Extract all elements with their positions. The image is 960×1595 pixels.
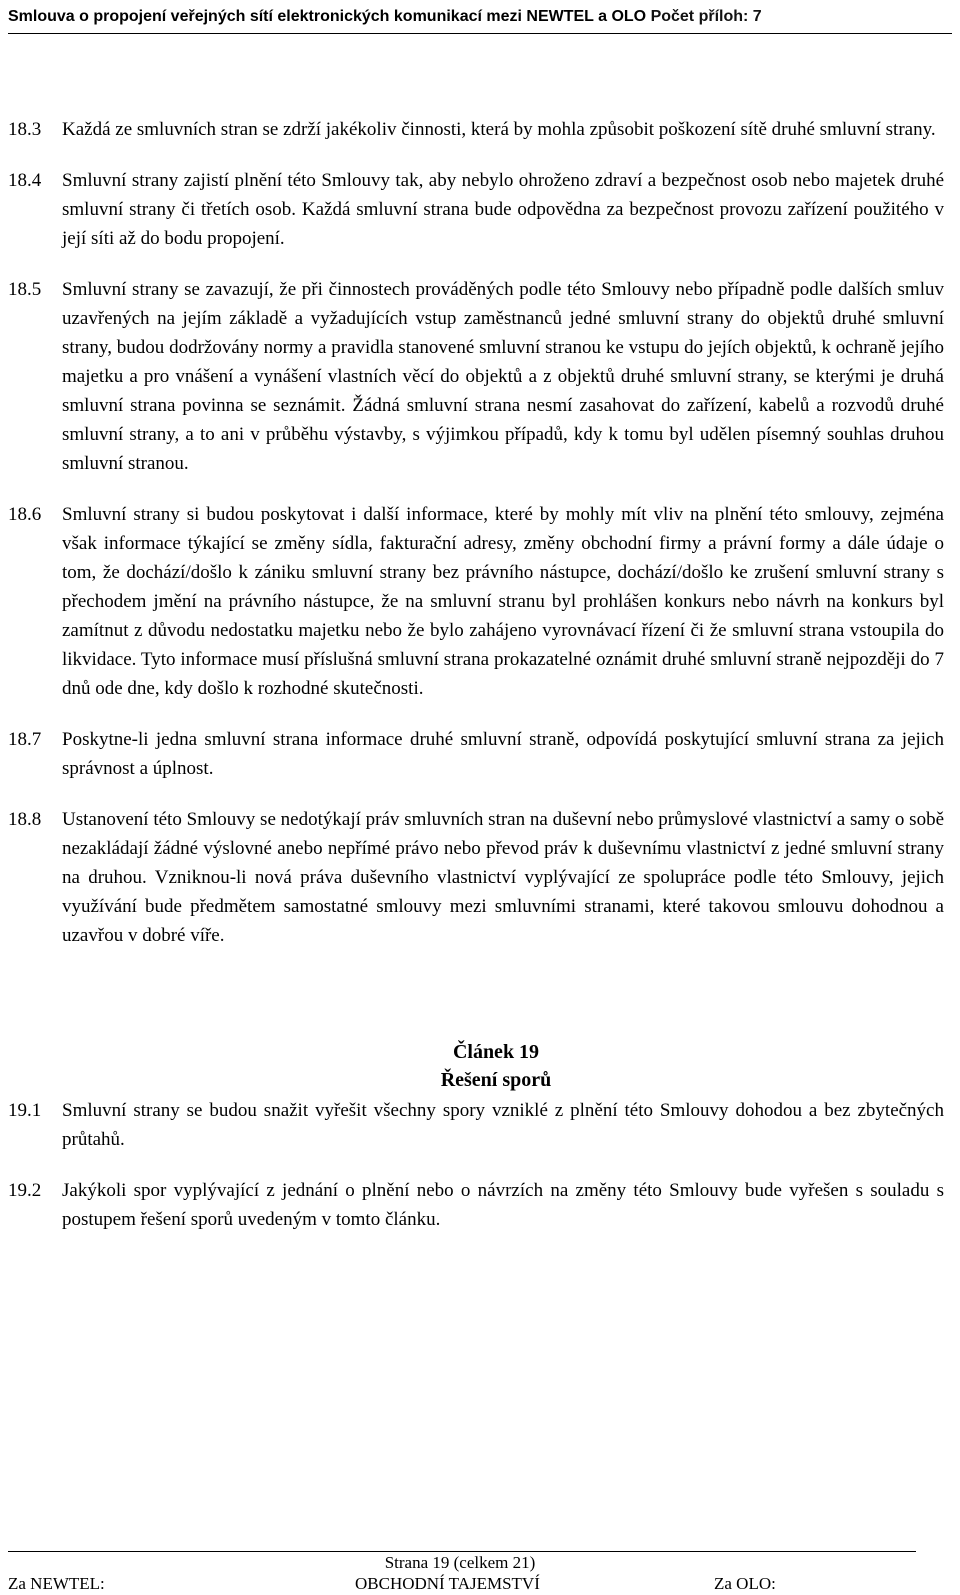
clause-text: Smluvní strany se budou snažit vyřešit všechny spory vzniklé z plnění této Smlouvy dohodou a bez zbytečných průtahů. <box>62 1100 944 1150</box>
attachment-count: Počet příloh: 7 <box>650 8 762 25</box>
article-title: Řešení sporů <box>440 1069 552 1091</box>
clause-text: Jakýkoli spor vyplývající z jednání o plnění nebo o návrzích na změny této Smlouvy bude vyřešen s souladu s postupem řešení sporů uvedeným v tomto článku. <box>62 1180 944 1230</box>
header-divider <box>8 33 952 34</box>
clause <box>8 1176 944 1234</box>
footer-olo-signature: Za OLO: <box>714 1574 776 1593</box>
document-body <box>8 115 944 1256</box>
clause <box>8 115 944 144</box>
page-number: Strana 19 (celkem 21) <box>384 1553 536 1572</box>
footer-newtel-signature: Za NEWTEL: <box>8 1574 105 1593</box>
clause-number: 18.5 <box>8 279 42 300</box>
clause-number: 18.8 <box>8 809 42 830</box>
clause <box>8 805 944 950</box>
page-header <box>8 6 952 28</box>
clause-text: Každá ze smluvních stran se zdrží jakékoliv činnosti, která by mohla způsobit poškození sítě druhé smluvní strany. <box>62 119 936 140</box>
clause-number: 19.1 <box>8 1100 42 1121</box>
clause <box>8 500 944 703</box>
clause-text: Ustanovení této Smlouvy se nedotýkají práv smluvních stran na duševní nebo průmyslové vlastnictví a samy o sobě nezakládají žádné výslovné anebo nepřímé právo nebo převod práv k duševnímu vlastnictví z jedné smluvní strany na druhou. Vzniknou-li nová práva duševního vlastnictví vyplývající ze spolupráce podle této Smlouvy, jejich využívání bude předmětem samostatné smlouvy mezi smluvními stranami, které takovou smlouvu dohodnou a uzavřou v dobré víře. <box>62 809 944 946</box>
clause-text: Smluvní strany zajistí plnění této Smlouvy tak, aby nebylo ohroženo zdraví a bezpečnost osob nebo majetek druhé smluvní strany či třetích osob. Každá smluvní strana bude odpovědna za bezpečnost provozu zařízení použitého v její síti až do bodu propojení. <box>62 170 944 249</box>
clause-text: Smluvní strany si budou poskytovat i další informace, které by mohly mít vliv na plnění této smlouvy, zejména však informace týkající se změny sídla, fakturační adresy, změny obchodní firmy a právní formy a dále údaje o tom, že dochází/došlo k zániku smluvní strany bez právního nástupce, dochází/došlo ke zrušení smluvní strany s přechodem jmění na právního nástupce, že na smluvní stranu byl prohlášen konkurs nebo návrh na konkurs byl zamítnut z důvodu nedostatku majetku nebo že bylo zahájeno vyrovnávací řízení či že smluvní strana vstoupila do likvidace. Tyto informace musí příslušná smluvní strana prokazatelné oznámit druhé smluvní straně nejpozději do 7 dnů ode dne, kdy došlo k rozhodné skutečnosti. <box>62 504 944 699</box>
clause-number: 18.7 <box>8 729 42 750</box>
clause-text: Smluvní strany se zavazují, že při činnostech prováděných podle této Smlouvy nebo případně podle dalších smluv uzavřených na jejím základě a vyžadujících vstup zaměstnanců jedné smluvní strany do objektů druhé smluvní strany, budou dodržovány normy a pravidla stanovené smluvní stranou ke vstupu do jejích objektů, k ochraně jejího majetku a pro vnášení a vynášení vlastních věcí do objektů a z objektů druhé smluvní strany, se kterými je druhá smluvní strana povinna se seznámit. Žádná smluvní strana nesmí zasahovat do zařízení, kabelů a rozvodů druhé smluvní strany, a to ani v průběhu výstavby, s výjimkou případů, kdy k tomu byl udělen písemný souhlas druhou smluvní stranou. <box>62 279 944 474</box>
clause-number: 18.4 <box>8 170 42 191</box>
clauses-article-19 <box>8 1096 944 1234</box>
document-title: Smlouva o propojení veřejných sítí elektronických komunikací mezi NEWTEL a OLO <box>8 8 647 25</box>
clause-number: 18.3 <box>8 119 42 140</box>
clause <box>8 275 944 478</box>
clause-text: Poskytne-li jedna smluvní strana informace druhé smluvní straně, odpovídá poskytující smluvní strana za jejich správnost a úplnost. <box>62 729 944 779</box>
clause <box>8 166 944 253</box>
article-number: Článek 19 <box>452 1041 540 1063</box>
clause <box>8 1096 944 1154</box>
clauses-article-18 <box>8 115 944 950</box>
footer-confidential: OBCHODNÍ TAJEMSTVÍ <box>355 1574 540 1593</box>
clause-number: 18.6 <box>8 504 42 525</box>
clause-number: 19.2 <box>8 1180 42 1201</box>
clause <box>8 725 944 783</box>
